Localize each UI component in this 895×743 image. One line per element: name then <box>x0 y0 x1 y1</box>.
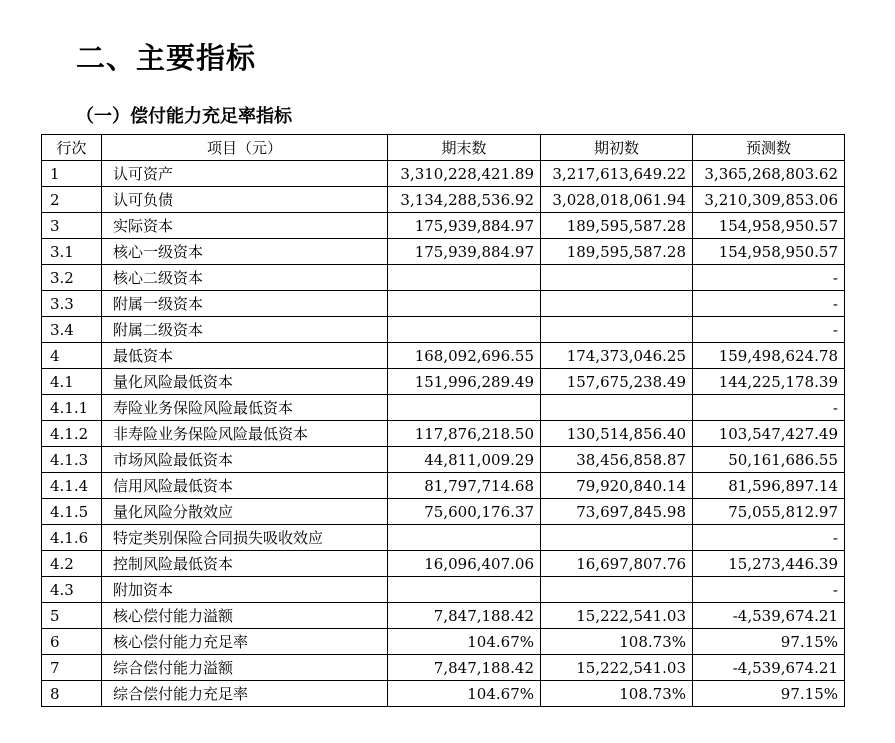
table-row <box>42 447 845 473</box>
period-end-value <box>388 395 541 421</box>
forecast-value: - <box>693 577 845 603</box>
period-end-value: 3,310,228,421.89 <box>388 161 541 187</box>
row-number: 4.3 <box>42 577 102 603</box>
item-name: 最低资本 <box>102 343 388 369</box>
period-begin-value: 189,595,587.28 <box>541 213 693 239</box>
period-begin-value <box>541 317 693 343</box>
forecast-value: - <box>693 525 845 551</box>
period-end-value <box>388 525 541 551</box>
period-begin-value: 108.73% <box>541 629 693 655</box>
period-end-value: 104.67% <box>388 681 541 707</box>
table-row <box>42 681 845 707</box>
forecast-value: 97.15% <box>693 629 845 655</box>
period-end-value: 44,811,009.29 <box>388 447 541 473</box>
item-name: 信用风险最低资本 <box>102 473 388 499</box>
period-begin-value <box>541 525 693 551</box>
item-name: 附属二级资本 <box>102 317 388 343</box>
table-row <box>42 369 845 395</box>
period-begin-value <box>541 291 693 317</box>
forecast-value: 103,547,427.49 <box>693 421 845 447</box>
item-name: 附加资本 <box>102 577 388 603</box>
period-end-value <box>388 265 541 291</box>
period-begin-value: 189,595,587.28 <box>541 239 693 265</box>
item-name: 核心偿付能力充足率 <box>102 629 388 655</box>
row-number: 4.1.2 <box>42 421 102 447</box>
solvency-table <box>41 134 845 707</box>
item-name: 综合偿付能力充足率 <box>102 681 388 707</box>
period-begin-value: 79,920,840.14 <box>541 473 693 499</box>
forecast-value: - <box>693 317 845 343</box>
forecast-value: -4,539,674.21 <box>693 655 845 681</box>
period-end-value: 75,600,176.37 <box>388 499 541 525</box>
forecast-value: 81,596,897.14 <box>693 473 845 499</box>
period-end-value <box>388 317 541 343</box>
row-number: 6 <box>42 629 102 655</box>
item-name: 实际资本 <box>102 213 388 239</box>
period-begin-value: 108.73% <box>541 681 693 707</box>
item-name: 特定类别保险合同损失吸收效应 <box>102 525 388 551</box>
period-begin-value: 3,028,018,061.94 <box>541 187 693 213</box>
header-item: 项目（元） <box>102 135 388 161</box>
forecast-value: 154,958,950.57 <box>693 213 845 239</box>
table-row <box>42 499 845 525</box>
period-end-value: 175,939,884.97 <box>388 213 541 239</box>
section-heading: 二、主要指标 <box>76 41 257 75</box>
forecast-value: 15,273,446.39 <box>693 551 845 577</box>
forecast-value: - <box>693 291 845 317</box>
row-number: 1 <box>42 161 102 187</box>
table-row <box>42 551 845 577</box>
row-number: 4.1.3 <box>42 447 102 473</box>
row-number: 4.1.5 <box>42 499 102 525</box>
item-name: 附属一级资本 <box>102 291 388 317</box>
table-row <box>42 525 845 551</box>
period-end-value: 117,876,218.50 <box>388 421 541 447</box>
period-end-value: 81,797,714.68 <box>388 473 541 499</box>
row-number: 3.3 <box>42 291 102 317</box>
table-row <box>42 317 845 343</box>
forecast-value: 154,958,950.57 <box>693 239 845 265</box>
period-end-value: 104.67% <box>388 629 541 655</box>
row-number: 3.1 <box>42 239 102 265</box>
period-begin-value <box>541 577 693 603</box>
period-begin-value <box>541 395 693 421</box>
period-begin-value: 15,222,541.03 <box>541 603 693 629</box>
item-name: 认可负债 <box>102 187 388 213</box>
item-name: 综合偿付能力溢额 <box>102 655 388 681</box>
item-name: 量化风险最低资本 <box>102 369 388 395</box>
forecast-value: 50,161,686.55 <box>693 447 845 473</box>
row-number: 4 <box>42 343 102 369</box>
period-end-value <box>388 577 541 603</box>
row-number: 3.4 <box>42 317 102 343</box>
forecast-value: 75,055,812.97 <box>693 499 845 525</box>
table-row <box>42 655 845 681</box>
item-name: 核心一级资本 <box>102 239 388 265</box>
table-row <box>42 265 845 291</box>
forecast-value: -4,539,674.21 <box>693 603 845 629</box>
period-end-value: 7,847,188.42 <box>388 655 541 681</box>
row-number: 4.1.4 <box>42 473 102 499</box>
item-name: 非寿险业务保险风险最低资本 <box>102 421 388 447</box>
forecast-value: - <box>693 265 845 291</box>
forecast-value: 144,225,178.39 <box>693 369 845 395</box>
item-name: 认可资产 <box>102 161 388 187</box>
period-end-value: 175,939,884.97 <box>388 239 541 265</box>
row-number: 3.2 <box>42 265 102 291</box>
subsection-heading: （一）偿付能力充足率指标 <box>76 106 292 127</box>
period-end-value: 151,996,289.49 <box>388 369 541 395</box>
period-begin-value: 174,373,046.25 <box>541 343 693 369</box>
table-row <box>42 603 845 629</box>
period-begin-value <box>541 265 693 291</box>
forecast-value: 97.15% <box>693 681 845 707</box>
period-begin-value: 15,222,541.03 <box>541 655 693 681</box>
period-end-value: 16,096,407.06 <box>388 551 541 577</box>
row-number: 2 <box>42 187 102 213</box>
period-end-value <box>388 291 541 317</box>
row-number: 4.1 <box>42 369 102 395</box>
table-row <box>42 577 845 603</box>
table-row <box>42 291 845 317</box>
forecast-value: 3,365,268,803.62 <box>693 161 845 187</box>
row-number: 7 <box>42 655 102 681</box>
table-row <box>42 213 845 239</box>
row-number: 4.1.6 <box>42 525 102 551</box>
period-begin-value: 157,675,238.49 <box>541 369 693 395</box>
period-end-value: 168,092,696.55 <box>388 343 541 369</box>
item-name: 核心二级资本 <box>102 265 388 291</box>
period-begin-value: 3,217,613,649.22 <box>541 161 693 187</box>
period-end-value: 3,134,288,536.92 <box>388 187 541 213</box>
item-name: 控制风险最低资本 <box>102 551 388 577</box>
row-number: 5 <box>42 603 102 629</box>
table-row <box>42 343 845 369</box>
item-name: 市场风险最低资本 <box>102 447 388 473</box>
table-row <box>42 395 845 421</box>
table-row <box>42 161 845 187</box>
header-forecast: 预测数 <box>693 135 845 161</box>
period-begin-value: 130,514,856.40 <box>541 421 693 447</box>
row-number: 3 <box>42 213 102 239</box>
header-period-begin: 期初数 <box>541 135 693 161</box>
table-row <box>42 473 845 499</box>
row-number: 4.1.1 <box>42 395 102 421</box>
period-begin-value: 38,456,858.87 <box>541 447 693 473</box>
header-row-number: 行次 <box>42 135 102 161</box>
table-row <box>42 421 845 447</box>
item-name: 量化风险分散效应 <box>102 499 388 525</box>
forecast-value: - <box>693 395 845 421</box>
table-row <box>42 239 845 265</box>
forecast-value: 3,210,309,853.06 <box>693 187 845 213</box>
period-begin-value: 73,697,845.98 <box>541 499 693 525</box>
row-number: 4.2 <box>42 551 102 577</box>
item-name: 核心偿付能力溢额 <box>102 603 388 629</box>
row-number: 8 <box>42 681 102 707</box>
table-header-row <box>42 135 845 161</box>
table-row <box>42 187 845 213</box>
forecast-value: 159,498,624.78 <box>693 343 845 369</box>
item-name: 寿险业务保险风险最低资本 <box>102 395 388 421</box>
period-end-value: 7,847,188.42 <box>388 603 541 629</box>
period-begin-value: 16,697,807.76 <box>541 551 693 577</box>
header-period-end: 期末数 <box>388 135 541 161</box>
table-row <box>42 629 845 655</box>
